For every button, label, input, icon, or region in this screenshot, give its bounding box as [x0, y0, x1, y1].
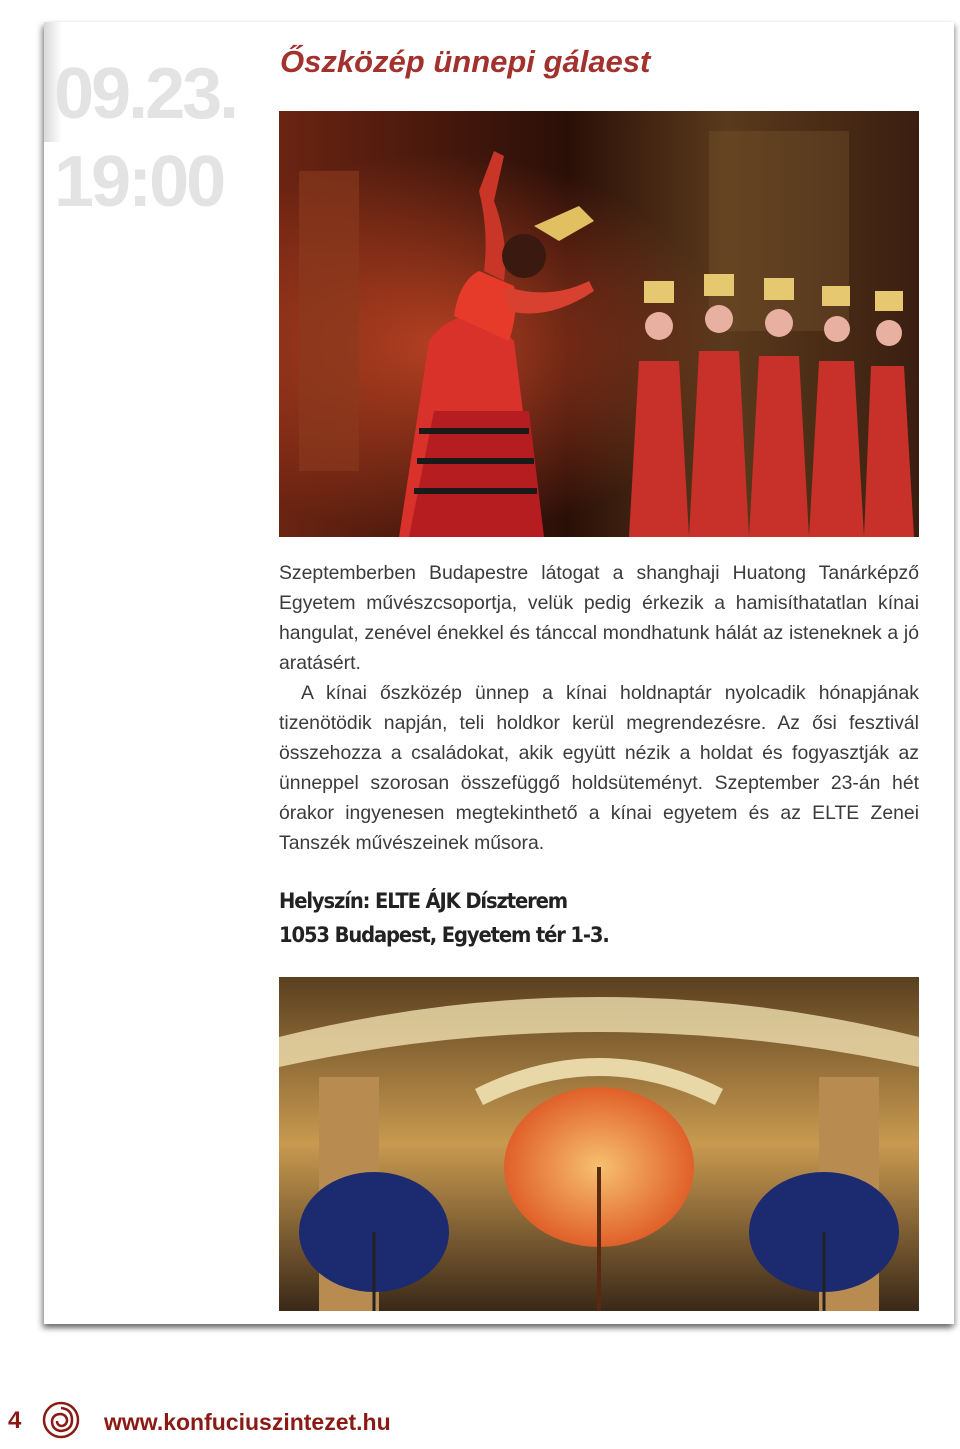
event-title: Őszközép ünnepi gálaest	[280, 44, 651, 79]
venue-info	[279, 884, 874, 952]
dance-performance-photo	[279, 111, 919, 537]
event-date: 09.23.	[54, 54, 237, 134]
venue-address: 1053 Budapest, Egyetem tér 1-3.	[279, 923, 609, 947]
page-footer	[0, 1395, 960, 1449]
event-datetime	[54, 50, 236, 226]
website-link[interactable]: www.konfuciuszintezet.hu	[104, 1409, 391, 1435]
page-number: 4	[8, 1407, 22, 1434]
confucius-institute-logo-icon	[42, 1401, 80, 1439]
paragraph-festival: A kínai őszközép ünnep a kínai holdnaptár nyolcadik hónapjának tizenötödik napján, teli holdkor kerül megrendezésre. Az ősi fesztivál összehozza a családokat, akik együtt nézik a holdat és fogyasztják az ünneppel szorosan összefüggő holdsüteményt. Szeptember 23-án hét órakor ingyenesen megtekinthető a kínai egyetem és az ELTE Zenei Tanszék művészeinek műsora.	[279, 682, 919, 854]
paragraph-intro: Szeptemberben Budapestre látogat a shanghaji Huatong Tanárképző Egyetem művészcsoportja, velük pedig érkezik a hamisíthatatlan kínai hangulat, zenével énekkel és tánccal mondhatunk hálát az isteneknek a jó aratásért.	[279, 562, 919, 674]
event-description	[279, 558, 919, 858]
ceremonial-hall-photo	[279, 977, 919, 1311]
event-time: 19:00	[54, 142, 224, 222]
page	[44, 22, 954, 1324]
venue-name: Helyszín: ELTE ÁJK Díszterem	[279, 889, 568, 913]
